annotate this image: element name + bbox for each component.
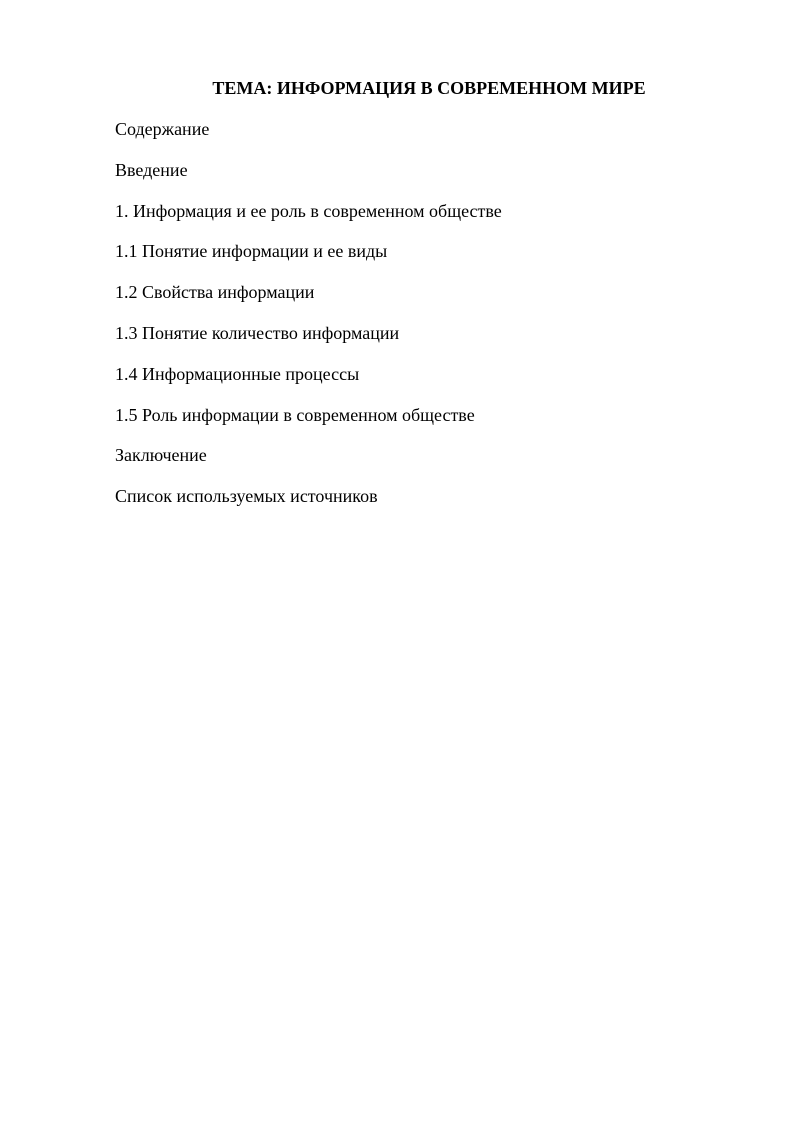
toc-item-references: Список используемых источников [115, 486, 378, 507]
document-title: ТЕМА: ИНФОРМАЦИЯ В СОВРЕМЕННОМ МИРЕ [212, 78, 646, 98]
toc-item-introduction: Введение [115, 159, 188, 180]
toc-heading: Содержание [115, 119, 210, 139]
toc-item-section-1-2: 1.2 Свойства информации [115, 282, 315, 303]
toc-item-section-1-4: 1.4 Информационные процессы [115, 363, 360, 384]
table-of-contents [115, 117, 502, 525]
toc-item-section-1-5: 1.5 Роль информации в современном обществе [115, 404, 475, 425]
toc-item-section-1-3: 1.3 Понятие количество информации [115, 322, 400, 343]
toc-item-section-1-1: 1.1 Понятие информации и ее виды [115, 241, 388, 262]
toc-item-section-1: 1. Информация и ее роль в современном обществе [115, 200, 502, 221]
toc-item-conclusion: Заключение [115, 445, 207, 466]
